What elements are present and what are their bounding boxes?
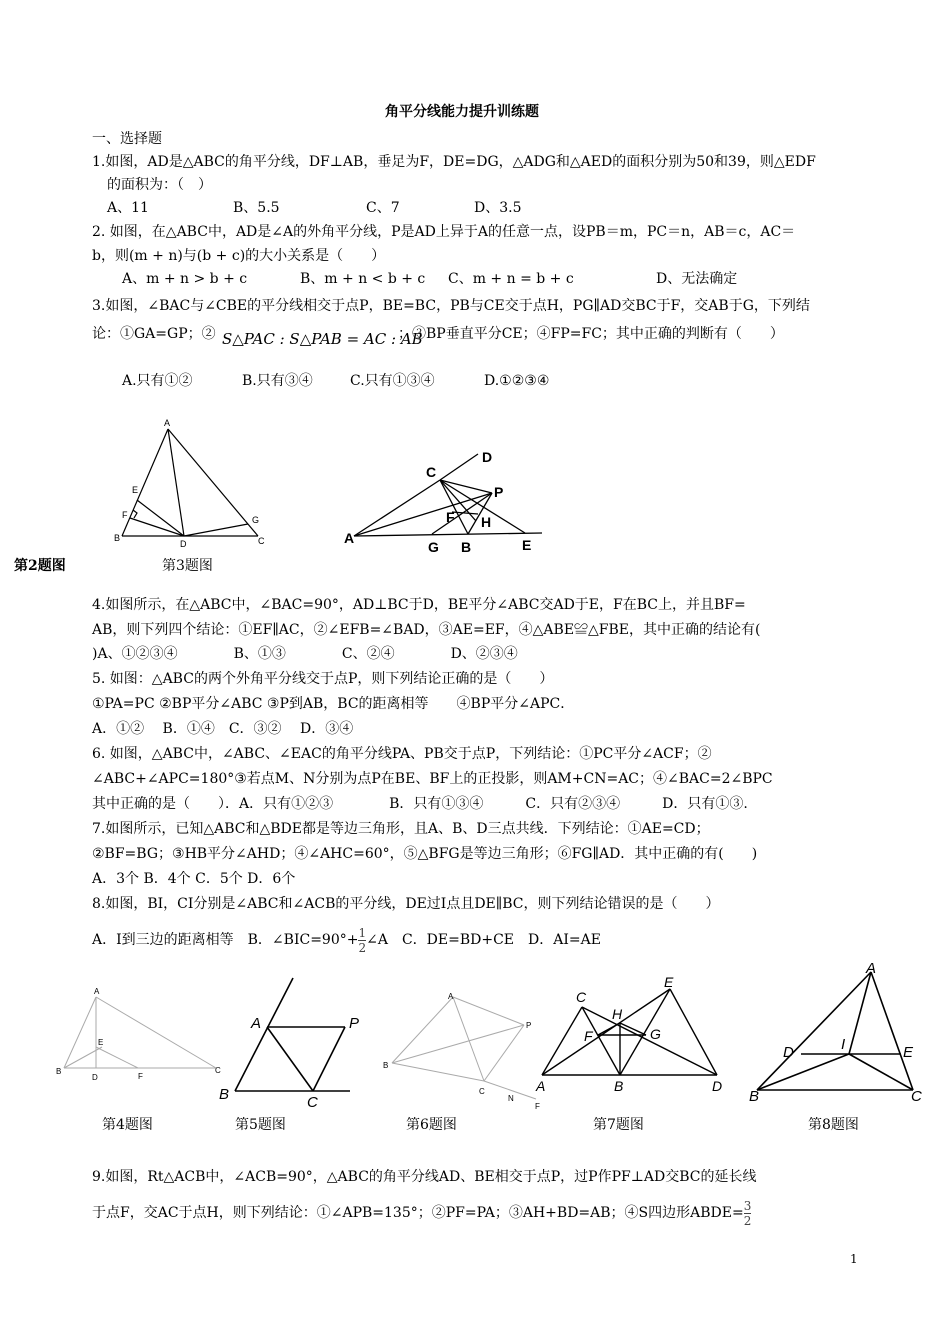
q3-line2b: ；③BP垂直平分CE；④FP=FC；其中正确的判断有（ ）: [398, 326, 784, 342]
svg-text:G: G: [428, 539, 439, 555]
q3-option-d: D.①②③④: [484, 373, 550, 389]
caption-q7: 第7题图: [593, 1117, 644, 1133]
q9-frac-den: 2: [743, 1213, 752, 1228]
q2-line1: 2. 如图，在△ABC中，AD是∠A的外角平分线，P是AD上异于A的任意一点，设PB＝m，PC＝n，AB＝c，AC＝: [92, 224, 796, 240]
q8-frac-den: 2: [358, 940, 367, 955]
svg-text:D: D: [92, 1073, 98, 1082]
svg-text:G: G: [650, 1026, 661, 1042]
q1-line2: 的面积为：（ ）: [107, 177, 212, 193]
svg-text:H: H: [612, 1006, 623, 1022]
q3-option-a: A.只有①②: [122, 373, 193, 389]
svg-text:N: N: [508, 1094, 514, 1103]
q3-option-b: B.只有③④: [242, 373, 313, 389]
caption-q4: 第4题图: [102, 1117, 153, 1133]
q9-line2-text: 于点F，交AC于点H，则下列结论：①∠APB=135°；②PF=PA；③AH+BD=AB；④S四边形ABDE=: [92, 1205, 744, 1221]
q3-formula: S△PAC : S△PAB = AC : AB: [222, 330, 423, 348]
svg-text:C: C: [479, 1087, 485, 1096]
q2-option-b: B、m + n < b + c: [300, 271, 426, 287]
svg-text:A: A: [164, 418, 171, 428]
q1-option-c: C、7: [366, 200, 400, 216]
svg-text:C: C: [576, 989, 587, 1005]
svg-text:G: G: [252, 515, 260, 525]
svg-text:H: H: [481, 514, 492, 530]
svg-text:D: D: [180, 539, 187, 549]
q8-frac-num: 1: [358, 925, 367, 940]
q4-line1: 4.如图所示，在△ABC中，∠BAC=90°，AD⊥BC于D，BE平分∠ABC交AD于E，F在BC上，并且BF=: [92, 597, 746, 613]
svg-text:B: B: [383, 1061, 389, 1070]
svg-text:B: B: [614, 1078, 624, 1094]
q1-option-d: D、3.5: [474, 200, 522, 216]
q9-line2: [92, 1193, 751, 1233]
svg-text:E: E: [903, 1044, 914, 1061]
caption-q5: 第5题图: [235, 1117, 286, 1133]
svg-text:C: C: [911, 1088, 922, 1105]
q1-line1: 1.如图，AD是△ABC的角平分线，DF⊥AB，垂足为F，DE=DG，△ADG和△AED的面积分别为50和39，则△EDF: [92, 154, 816, 170]
section-heading: 一、选择题: [92, 131, 162, 147]
svg-text:B: B: [56, 1067, 62, 1076]
q7-line1: 7.如图所示，已知△ABC和△BDE都是等边三角形，且A、B、D三点共线．下列结论：①AE=CD；: [92, 821, 710, 837]
svg-text:A: A: [94, 987, 100, 996]
svg-text:A: A: [448, 992, 454, 1001]
figure-q3: [340, 440, 550, 555]
q5-line1: 5. 如图：△ABC的两个外角平分线交于点P，则下列结论正确的是（ ）: [92, 671, 554, 687]
q8-option-rest: ∠A C．DE=BD+CE D．AI=AE: [366, 932, 601, 948]
q5-line3: A．①② B．①④ C．③② D．③④: [92, 721, 354, 737]
caption-q8: 第8题图: [808, 1117, 859, 1133]
page-number: 1: [850, 1252, 858, 1266]
q4-line3: )A、①②③④ B、①③ C、②④ D、②③④: [92, 646, 518, 662]
figure-q6: [378, 985, 553, 1110]
q3-option-c: C.只有①③④: [350, 373, 435, 389]
q2-line2: b，则(m + n)与(b + c)的大小关系是（ ）: [92, 248, 386, 264]
svg-text:F: F: [138, 1072, 143, 1081]
figure-q5: [215, 975, 360, 1111]
q5-line2: ①PA=PC ②BP平分∠ABC ③P到AB，BC的距离相等 ④BP平分∠APC．: [92, 696, 575, 712]
svg-text:C: C: [258, 536, 265, 546]
caption-q6: 第6题图: [406, 1117, 457, 1133]
q8-option-a: [92, 920, 601, 960]
svg-text:D: D: [783, 1044, 794, 1061]
svg-text:B: B: [461, 539, 472, 555]
svg-text:I: I: [841, 1036, 846, 1053]
svg-text:E: E: [522, 537, 532, 553]
svg-text:C: C: [426, 464, 437, 480]
caption-q3: 第3题图: [162, 558, 213, 574]
svg-text:F: F: [535, 1102, 540, 1111]
svg-text:D: D: [712, 1078, 723, 1094]
figure-q7: [532, 975, 732, 1100]
q6-line3: 其中正确的是（ ）．A．只有①②③ B．只有①③④ C．只有②③④ D．只有①③.: [92, 796, 748, 812]
q9-frac-num: 3: [743, 1198, 752, 1213]
svg-text:F: F: [584, 1028, 593, 1044]
svg-text:C: C: [307, 1094, 318, 1111]
svg-text:B: B: [219, 1086, 230, 1103]
q6-line2: ∠ABC+∠APC=180°③若点M、N分别为点P在BE、BF上的正投影，则AM+CN=AC；④∠BAC=2∠BPC: [92, 771, 773, 787]
q2-option-c: C、m + n = b + c: [448, 271, 574, 287]
svg-text:E: E: [132, 485, 139, 495]
q3-line2a: 论：①GA=GP；②: [92, 326, 216, 342]
svg-text:B: B: [114, 533, 121, 543]
q2-option-a: A、m + n > b + c: [122, 271, 248, 287]
svg-text:P: P: [494, 484, 504, 500]
caption-q2: 第2题图: [14, 558, 66, 574]
svg-text:B: B: [749, 1088, 760, 1105]
q9-line1: 9.如图，Rt△ACB中，∠ACB=90°，△ABC的角平分线AD、BE相交于点P，过P作PF⊥AD交BC的延长线: [92, 1169, 757, 1185]
q6-line1: 6. 如图，△ABC中，∠ABC、∠EAC的角平分线PA、PB交于点P，下列结论：①PC平分∠ACF；②: [92, 746, 712, 762]
q8-line1: 8.如图，BI，CI分别是∠ABC和∠ACB的平分线，DE过I点且DE∥BC，则下列结论错误的是（ ）: [92, 896, 720, 912]
svg-text:C: C: [215, 1066, 221, 1075]
svg-text:E: E: [664, 974, 674, 990]
svg-text:A: A: [251, 1015, 262, 1032]
q7-line2: ②BF=BG；③HB平分∠AHD；④∠AHC=60°，⑤△BFG是等边三角形；⑥FG∥AD．其中正确的有( ): [92, 846, 758, 862]
svg-text:P: P: [526, 1021, 532, 1030]
svg-text:A: A: [344, 530, 355, 546]
svg-text:E: E: [98, 1038, 104, 1047]
q9-fraction: [744, 1199, 752, 1228]
svg-text:A: A: [536, 1078, 546, 1094]
figure-q8: [745, 960, 925, 1105]
q3-line1: 3.如图，∠BAC与∠CBE的平分线相交于点P，BE=BC，PB与CE交于点H，PG∥AD交BC于F，交AB于G，下列结: [92, 298, 810, 314]
svg-text:F: F: [446, 509, 455, 525]
q8-fraction: [358, 926, 366, 955]
q7-line3: A．3个 B．4个 C．5个 D．6个: [92, 871, 296, 887]
page-title: 角平分线能力提升训练题: [385, 104, 539, 120]
svg-text:D: D: [482, 449, 493, 465]
svg-text:P: P: [349, 1015, 360, 1032]
figure-q2: [108, 415, 278, 550]
q1-option-b: B、5.5: [233, 200, 280, 216]
figure-q4: [52, 985, 222, 1080]
svg-text:A: A: [866, 960, 877, 977]
q1-option-a: A、11: [107, 200, 149, 216]
q4-line2: AB，则下列四个结论：①EF∥AC，②∠EFB=∠BAD，③AE=EF，④△ABE≌△FBE，其中正确的结论有(: [92, 622, 761, 638]
svg-text:F: F: [122, 510, 128, 520]
q8-option-a-text: A．I到三边的距离相等 B．∠BIC=90°+: [92, 932, 359, 948]
q2-option-d: D、无法确定: [656, 271, 738, 287]
